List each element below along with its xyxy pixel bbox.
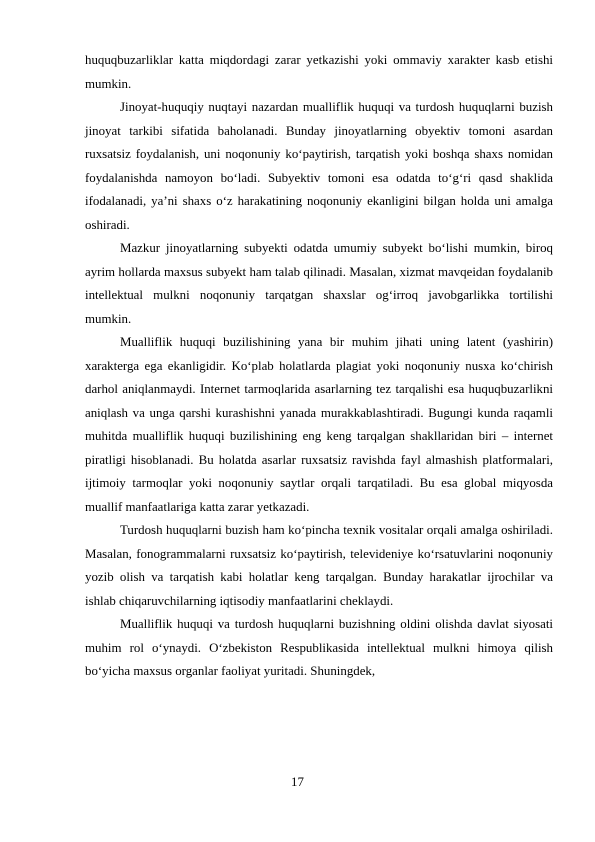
- page-number: 17: [291, 775, 304, 789]
- paragraph-state-policy: Mualliflik huquqi va turdosh huquqlarni buzishning oldini olishda davlat siyosati muhim rol o‘ynaydi. O‘zbekiston Respublikasida intellektual mulkni himoya qilish bo‘yicha maxsus organlar faoliyat yuritadi. Shuningdek,: [85, 617, 553, 678]
- paragraph-criminal-law-assessment: Jinoyat-huquqiy nuqtayi nazardan mualliflik huquqi va turdosh huquqlarni buzish jinoyat tarkibi sifatida baholanadi. Bunday jinoyatlarning obyektiv tomoni asardan ruxsatsiz foydalanish, uni noqonuniy ko‘paytirish, tarqatish yoki boshqa shaxs nomidan foydalanishda namoyon bo‘ladi. Subyektiv tomoni esa odatda to‘g‘ri qasd shaklida ifodalanadi, ya’ni shaxs o‘z harakatining noqonuniy ekanligini bilgan holda uni amalga oshiradi.: [85, 100, 553, 232]
- paragraph-latent-nature: Mualliflik huquqi buzilishining yana bir muhim jihati uning latent (yashirin) xarakterga ega ekanligidir. Ko‘plab holatlarda plagiat yoki noqonuniy nusxa ko‘chirish darhol aniqlanmaydi. Internet tarmoqlarida asarlarning tez tarqalishi esa huquqbuzarlikni aniqlash va unga qarshi kurashishni yanada murakkablashtiradi. Bugungi kunda raqamli muhitda mualliflik huquqi buzilishining eng keng tarqalgan shakllaridan biri – internet piratligi hisoblanadi. Bu holatda asarlar ruxsatsiz ravishda fayl almashish platformalari, ijtimoiy tarmoqlar yoki noqonuniy saytlar orqali tarqatiladi. Bu esa global miqyosda muallif manfaatlariga katta zarar yetkazadi.: [85, 335, 553, 514]
- paragraph-subject-of-crime: Mazkur jinoyatlarning subyekti odatda umumiy subyekt bo‘lishi mumkin, biroq ayrim hollarda maxsus subyekt ham talab qilinadi. Masalan, xizmat mavqeidan foydalanib intellektual mulkni noqonuniy tarqatgan shaxslar og‘irroq javobgarlikka tortilishi mumkin.: [85, 241, 553, 326]
- paragraph-related-rights: Turdosh huquqlarni buzish ham ko‘pincha texnik vositalar orqali amalga oshiriladi. Masalan, fonogrammalarni ruxsatsiz ko‘paytirish, televideniye ko‘rsatuvlarini noqonuniy yozib olish va tarqatish kabi holatlar keng tarqalgan. Bunday harakatlar ijrochilar va ishlab chiqaruvchilarning iqtisodiy manfaatlarini cheklaydi.: [85, 523, 553, 608]
- paragraph-continuation: huquqbuzarliklar katta miqdordagi zarar yetkazishi yoki ommaviy xarakter kasb etishi mumkin.: [85, 53, 553, 91]
- page-body: [85, 49, 553, 684]
